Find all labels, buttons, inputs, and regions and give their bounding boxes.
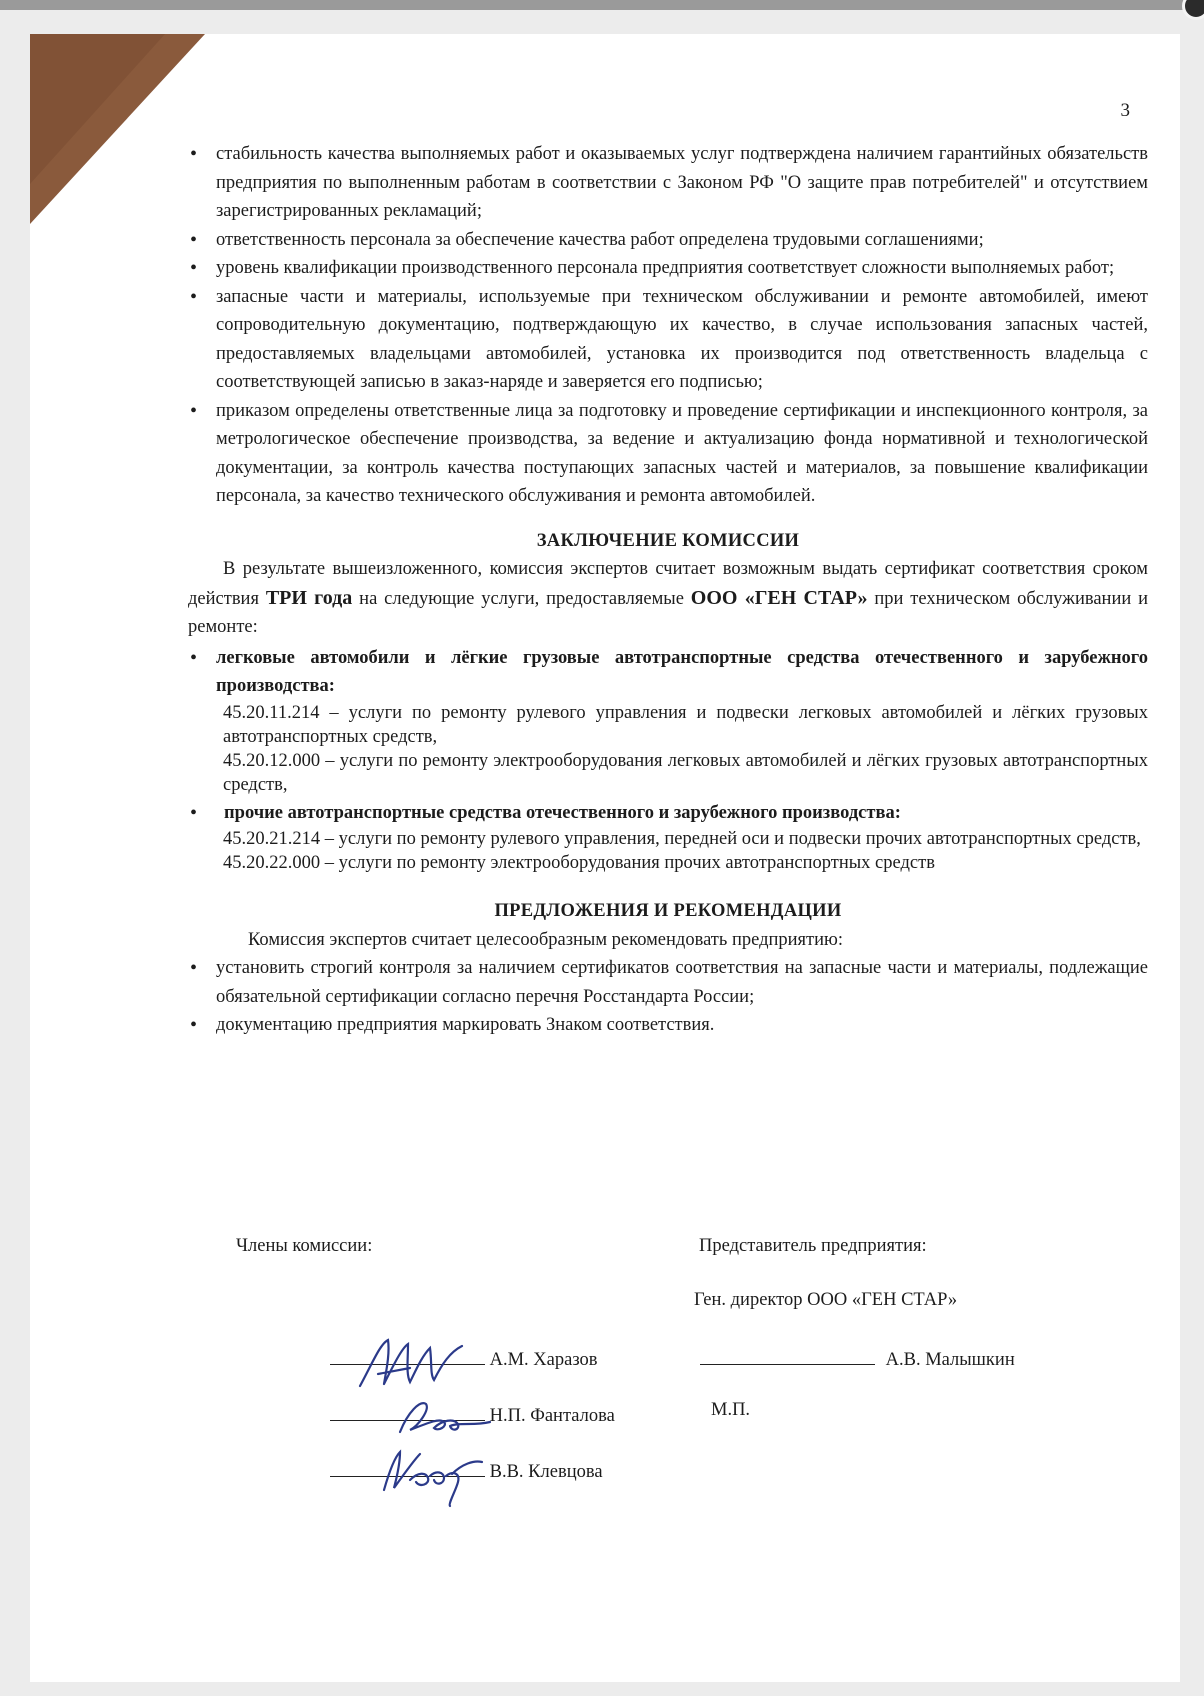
- recommendations-intro: Комиссия экспертов считает целесообразным рекомендовать предприятию:: [248, 929, 843, 950]
- page-fold-shadow: [30, 34, 165, 184]
- validity-term: ТРИ года: [265, 586, 353, 609]
- recommendations-heading: ПРЕДЛОЖЕНИЯ И РЕКОМЕНДАЦИИ: [494, 901, 842, 921]
- list-item: • приказом определены ответственные лица за подготовку и проведение сертификации и инспекционного контроля, за метрологическое обеспечение производства, за ведение и актуализацию фонда нормативной и технологической документации, за контроль качества поступающих запасных частей и материалов, за повышение квалификации персонала, за качество технического обслуживания и ремонта автомобилей.: [188, 397, 1148, 511]
- conclusion-text: при техническом обслуживании и ремонте:: [188, 588, 1149, 637]
- company-name: ООО «ГЕН СТАР»: [690, 586, 868, 609]
- list-item: • уровень квалификации производственного персонала предприятия соответствует сложности выполняемых работ;: [188, 254, 1148, 283]
- document-body: [188, 140, 1148, 1040]
- service-code: 45.20.11.214 – услуги по ремонту рулевого управления и подвески легковых автомобилей и лёгких грузовых автотранспортных средств,: [223, 702, 1148, 747]
- service-code: 45.20.12.000 – услуги по ремонту электрооборудования легковых автомобилей и лёгких грузовых автотранспортных средств,: [223, 750, 1148, 795]
- services-list: [188, 799, 1148, 828]
- close-icon[interactable]: [1182, 0, 1204, 20]
- handwritten-signature: [390, 1392, 500, 1442]
- list-item: • стабильность качества выполняемых работ и оказываемых услуг подтверждена наличием гарантийных обязательств предприятия по выполненным работам в соответствии с Законом РФ "О защите прав потребителей" и отсутствием зарегистрированных рекламаций;: [188, 140, 1148, 226]
- handwritten-signature: [370, 1444, 500, 1514]
- member-name: В.В. Клевцова: [489, 1462, 603, 1482]
- signature-row: [700, 1344, 1015, 1371]
- list-item: [188, 799, 1148, 828]
- list-item: • документацию предприятия маркировать Знаком соответствия.: [188, 1011, 1148, 1040]
- recommendations-list: [188, 954, 1148, 1040]
- director-name: А.В. Малышкин: [885, 1350, 1015, 1370]
- service-group-title: • легковые автомобили и лёгкие грузовые автотранспортные средства отечественного и зарубежного производства:: [216, 647, 1148, 696]
- handwritten-signature: [350, 1334, 490, 1394]
- stamp-label: М.П.: [711, 1400, 751, 1420]
- conclusion-paragraph: [188, 555, 1148, 642]
- list-item: • запасные части и материалы, используемые при техническом обслуживании и ремонте автомобилей, имеют сопроводительную документацию, подтверждающую их качество, в случае использования запасных частей, предоставляемых владельцами автомобилей, установка их производится под ответственность владельца с соответствующей записью в заказ-наряде и заверяется его подписью;: [188, 283, 1148, 397]
- document-page: [30, 34, 1180, 1682]
- list-item: [188, 644, 1148, 701]
- list-item: • установить строгий контроля за наличием сертификатов соответствия на запасные части и материалы, подлежащие обязательной сертификации согласно перечня Росстандарта России;: [188, 954, 1148, 1011]
- director-title: Ген. директор ООО «ГЕН СТАР»: [694, 1290, 958, 1310]
- member-name: Н.П. Фанталова: [489, 1406, 615, 1426]
- service-code: 45.20.21.214 – услуги по ремонту рулевого управления, передней оси и подвески прочих автотранспортных средств,: [223, 829, 1141, 849]
- conclusion-text: на следующие услуги, предоставляемые: [359, 588, 684, 609]
- viewer-top-bar: [0, 0, 1204, 10]
- findings-list: [188, 140, 1148, 511]
- page-number: 3: [1120, 100, 1130, 121]
- services-list: [188, 644, 1148, 701]
- representative-label: Представитель предприятия:: [699, 1236, 927, 1256]
- signature-line: [700, 1344, 875, 1365]
- conclusion-text: В результате вышеизложенного, комиссия экспертов считает возможным выдать сертификат соответствия сроком действия: [188, 559, 1148, 609]
- service-code: 45.20.22.000 – услуги по ремонту электрооборудования прочих автотранспортных средств: [223, 853, 935, 873]
- member-name: А.М. Харазов: [489, 1350, 598, 1370]
- list-item: • ответственность персонала за обеспечение качества работ определена трудовыми соглашениями;: [188, 226, 1148, 255]
- conclusion-heading: ЗАКЛЮЧЕНИЕ КОМИССИИ: [536, 530, 800, 551]
- service-group-title: • прочие автотранспортные средства отечественного и зарубежного производства:: [224, 802, 901, 823]
- members-label: Члены комиссии:: [236, 1236, 373, 1256]
